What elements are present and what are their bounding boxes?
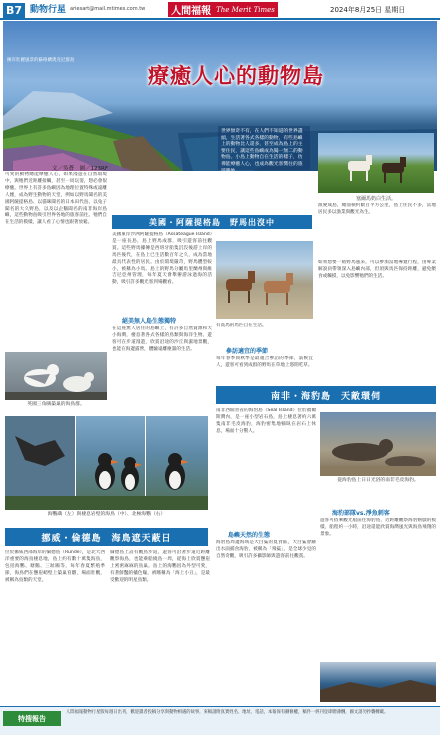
hero-caption: 擁有壯麗風景的蘇格蘭奧克尼群島 (7, 58, 75, 63)
coast-illustration (320, 662, 436, 702)
south-africa-section-banner: 南非・海豹島 天敵環伺 (216, 386, 436, 404)
intro-article: 可愛的動物總能療癒人心，如果漫遊在自然環境中，與牠們近距離接觸，甚至一同玩耍，想必會很療癒。世界上有許多島嶼因為地理位置特殊或遠離人煙，成為野生動物的天堂，例如以野馬聞名的美國阿薩提格島、以貓咪聞名的日本田代島、以兔子聞名的大久野島，以及以企鵝聞名的南非海岸島嶼，這些動物島吸引世界各地的旅客前往。牠們自在生活的模樣，讓人看了心情也跟著放鬆。 (5, 172, 107, 226)
page-title: 療癒人心的動物島 (148, 63, 324, 88)
horse-illustration (318, 133, 434, 193)
seal-caption: 從海豹島上日日光浴的南非毛皮海豹。 (337, 478, 419, 483)
coast-photo (320, 662, 436, 702)
usa-sub2-text: 每年春季與秋季是最適合參訪的季節，氣候宜人，遊客可看到成群的野馬在草地上悠閒吃草。 (216, 356, 313, 368)
footer-text: 人間福報動物行星版每週日出刊，歡迎讀者投稿分享與動物相處的故事，來稿請附真實姓名、地址、電話，本報保有刪修權，稿件一經刊登即贈薄酬，圖文請勿抄襲轉載。 (66, 710, 389, 715)
footer-badge: 特搜報告 (3, 711, 61, 726)
usa-subheading-2: 參訪適宜的季節 (226, 348, 269, 355)
editor-email: ariesart@mail.mtimes.com.tw (70, 6, 146, 12)
logo-en: The Merit Times (216, 5, 275, 14)
sa-subheading-1: 島嶼天然的生態 (228, 532, 271, 539)
usa-article-text: 美國東岸沙洲阿薩提格島（Assateague Island）是一座長島，島上野馬成群，吸引遊客前往觀賞。這些野馬據傳是西班牙船隻沉沒後游上岸的馬匹後代，在島上已生活數百年之久，成為當地最具代表性的居民。由於環境嚴苛，野馬體型較小，被稱為小馬。島上的野馬分屬馬里蘭州與維吉尼亞州管理，每年夏天會舉辦游泳過海的活動，吸引許多觀光客到場觀看。 (112, 232, 212, 286)
usa-subheading-1: 絕美無人島生態獨特 (122, 318, 177, 325)
section-code: B7 (3, 3, 25, 18)
newspaper-logo (168, 2, 278, 17)
sa-sub2-text: 遊客可搭乘觀光船前往海豹島，近距離觀察海豹嬉戲的模樣，船程約一小時，沿途還能欣賞海灣風光與海鳥飛翔的景象。 (320, 518, 436, 537)
norway-article-text-2: 倫德島上設有觀鳥步道，遊客可沿著步道近距離觀察海鳥，也能乘船繞島一周，從海上欣賞懸崖上密密麻麻的鳥巢。島上的海鸚因為外型可愛，有著鮮豔的橘色喙，被暱稱為「海上小丑」，是最受歡迎的明星鳥類。 (110, 550, 210, 583)
horse-photo (318, 133, 434, 193)
usa-continued-text: 演變成島，總面積約數百平方公里，島上住民不多，當地居民多以漁業與觀光為生。 (318, 203, 436, 215)
seabird-illustration (5, 352, 107, 400)
sa-article-text: 南非西開普省的海豹島（Seal Island）位於福爾斯灣內，是一座小型岩石島，島上棲息著約六萬隻南非毛皮海豹，海豹密集地躺臥在岩石上休息，場面十分驚人。 (216, 408, 316, 434)
sa-subheading-2: 海豹部隊vs.淨魚刺客 (332, 510, 390, 517)
seabird-photo (5, 352, 107, 400)
ponies-caption: 有賞馬的馬匹自在生活。 (216, 323, 267, 328)
seal-illustration (320, 412, 436, 476)
issue-date: 2024年8月25日 星期日 (330, 6, 406, 14)
logo-cn: 人間福報 (171, 6, 212, 17)
puffin-illustration (5, 416, 208, 510)
norway-article-text: 位於挪威西部海岸的倫德島（Runde），是北大西洋重要的海鳥棲息地，島上約有數十萬隻海鳥，包括海鸚、塘鵝、三趾鷗等，每年春夏繁殖季節，海鳥們在懸崖峭壁上築巢育雛，場面壯觀，被稱為鳥類的天堂。 (5, 550, 105, 583)
seabird-caption: 英國三角鷗築巢的海鳥群。 (27, 402, 85, 407)
puffin-photos (5, 416, 208, 510)
column-name: 動物行星 (30, 5, 67, 15)
usa-continued-text-2: 如果想要一睹野馬風采，可以參加當地導覽行程，由專業解說員帶領深入島嶼內部，但須與馬匹保持距離，避免餵食或觸摸，以免影響牠們的生活。 (318, 260, 436, 279)
puffin-caption: 海鸚鵡（左）與棲息岩壁的海鳥（中）、北極海鸚（右） (47, 512, 166, 517)
ponies-illustration (216, 241, 313, 319)
seal-photo (320, 412, 436, 476)
horse-photo-caption: 塞爾馬奶白生活。 (355, 196, 396, 202)
intro-box: 世界無奇不有，在人們不知道的世界盡頭，生活著各式各樣的動物，有些島嶼上的動物比人還多，甚至成為島上的主要住民，讓這些島嶼成為獨一無二的動物島。小島上動物自在生活的樣子，彷彿能療癒人心，也成為觀光客嚮往的旅遊勝地。 (218, 126, 310, 170)
usa-sub1-text: 在這座無人居住的島嶼上，有許多自然資源和大小海灣，棲息著各式各樣的鳥類與海洋生物。遊客可在步道漫遊，欣賞沿途的沙丘與濕地景觀，也能在海邊露營，體驗遠離塵囂的生活。 (112, 326, 212, 352)
credit-line: 文／吳蒼 圖／123RF (52, 166, 108, 172)
usa-section-banner: 美國・阿薩提格島 野馬出沒中 (112, 215, 312, 229)
sa-sub1-text: 海豹島周邊海域是大白鯊的覓食區，大白鯊會躍出水面捕食海豹，被稱為「飛鯊」，是全球少見的自然奇觀，吸引許多攝影師與遊客前往觀賞。 (216, 540, 316, 559)
norway-section-banner: 挪威・倫德島 海鳥遮天蔽日 (5, 528, 208, 546)
ponies-photo (216, 241, 313, 319)
